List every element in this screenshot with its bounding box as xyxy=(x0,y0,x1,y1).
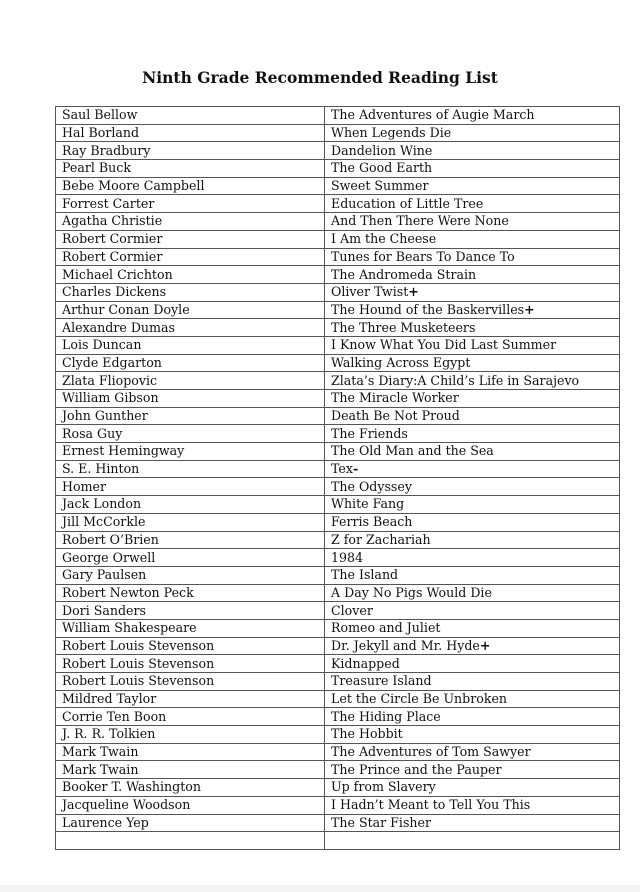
book-cell xyxy=(325,531,620,549)
book-title: Treasure Island xyxy=(331,673,432,689)
table-row xyxy=(56,248,620,266)
book-cell xyxy=(325,230,620,248)
book-title: Tunes for Bears To Dance To xyxy=(331,248,515,264)
table-row xyxy=(56,584,620,602)
author-cell: Robert Newton Peck xyxy=(56,584,325,602)
author-cell: Gary Paulsen xyxy=(56,566,325,584)
author-cell: Alexandre Dumas xyxy=(56,319,325,337)
author-cell: Mark Twain xyxy=(56,761,325,779)
table-row xyxy=(56,213,620,231)
book-cell xyxy=(325,726,620,744)
table-row xyxy=(56,531,620,549)
book-title: I Know What You Did Last Summer xyxy=(331,337,557,353)
author-cell: Mark Twain xyxy=(56,743,325,761)
table-row xyxy=(56,478,620,496)
book-title: Sweet Summer xyxy=(331,178,429,194)
book-cell xyxy=(325,743,620,761)
author-cell: Mildred Taylor xyxy=(56,690,325,708)
table-row xyxy=(56,708,620,726)
author-cell: John Gunther xyxy=(56,407,325,425)
table-row xyxy=(56,177,620,195)
table-row xyxy=(56,301,620,319)
author-cell: Saul Bellow xyxy=(56,107,325,125)
book-title: The Hiding Place xyxy=(331,708,441,724)
author-cell: Jacqueline Woodson xyxy=(56,796,325,814)
author-cell: Jack London xyxy=(56,496,325,514)
page-title: Ninth Grade Recommended Reading List xyxy=(142,68,498,87)
book-cell xyxy=(325,549,620,567)
table-row xyxy=(56,460,620,478)
book-title: The Odyssey xyxy=(331,478,412,494)
table-row xyxy=(56,655,620,673)
book-title: Up from Slavery xyxy=(331,779,436,795)
author-cell: Zlata Fliopovic xyxy=(56,372,325,390)
author-cell: Laurence Yep xyxy=(56,814,325,832)
book-cell xyxy=(325,195,620,213)
author-cell: Robert Cormier xyxy=(56,230,325,248)
author-cell: Robert Louis Stevenson xyxy=(56,655,325,673)
author-cell: Corrie Ten Boon xyxy=(56,708,325,726)
table-row xyxy=(56,407,620,425)
author-cell: Jill McCorkle xyxy=(56,513,325,531)
table-row xyxy=(56,283,620,301)
book-title: Ferris Beach xyxy=(331,514,413,530)
table-row xyxy=(56,230,620,248)
book-title: The Adventures of Tom Sawyer xyxy=(331,744,531,760)
book-title: When Legends Die xyxy=(331,125,452,141)
book-cell xyxy=(325,124,620,142)
book-mark: + xyxy=(524,301,535,317)
book-cell xyxy=(325,566,620,584)
book-cell xyxy=(325,266,620,284)
author-cell: Dori Sanders xyxy=(56,602,325,620)
book-title: A Day No Pigs Would Die xyxy=(331,584,492,600)
table-row xyxy=(56,779,620,797)
author-cell: J. R. R. Tolkien xyxy=(56,726,325,744)
table-row xyxy=(56,319,620,337)
book-cell xyxy=(325,425,620,443)
author-cell xyxy=(56,832,325,850)
table-row xyxy=(56,160,620,178)
book-title: Zlata’s Diary:A Child’s Life in Sarajevo xyxy=(331,372,580,388)
book-title: The Miracle Worker xyxy=(331,390,459,406)
book-title: The Old Man and the Sea xyxy=(331,443,494,459)
table-row xyxy=(56,354,620,372)
author-cell: Hal Borland xyxy=(56,124,325,142)
author-cell: Pearl Buck xyxy=(56,160,325,178)
book-title: Walking Across Egypt xyxy=(331,354,471,370)
table-row xyxy=(56,619,620,637)
book-cell xyxy=(325,779,620,797)
book-title: Death Be Not Proud xyxy=(331,408,460,424)
book-title: The Friends xyxy=(331,425,408,441)
book-title: And Then There Were None xyxy=(331,213,509,229)
book-title: Z for Zachariah xyxy=(331,531,431,547)
book-mark: + xyxy=(479,637,491,653)
table-row xyxy=(56,107,620,125)
reading-list-table xyxy=(55,106,620,850)
author-cell: Clyde Edgarton xyxy=(56,354,325,372)
book-cell xyxy=(325,390,620,408)
book-cell xyxy=(325,407,620,425)
book-cell xyxy=(325,319,620,337)
table-row xyxy=(56,142,620,160)
table-row xyxy=(56,761,620,779)
page-bottom-edge xyxy=(0,885,640,892)
book-cell xyxy=(325,513,620,531)
book-cell xyxy=(325,637,620,655)
book-title: The Island xyxy=(331,567,399,583)
book-cell xyxy=(325,761,620,779)
book-title: The Hobbit xyxy=(331,726,403,742)
book-cell xyxy=(325,478,620,496)
book-title: Clover xyxy=(331,602,373,618)
table-row xyxy=(56,796,620,814)
book-cell xyxy=(325,708,620,726)
table-row xyxy=(56,814,620,832)
book-cell xyxy=(325,655,620,673)
author-cell: Ernest Hemingway xyxy=(56,443,325,461)
table-row xyxy=(56,602,620,620)
table-row xyxy=(56,124,620,142)
author-cell: Forrest Carter xyxy=(56,195,325,213)
table-row xyxy=(56,690,620,708)
book-title: Dr. Jekyll and Mr. Hyde xyxy=(331,637,480,653)
book-cell xyxy=(325,690,620,708)
book-cell xyxy=(325,177,620,195)
table-row xyxy=(56,566,620,584)
table-row xyxy=(56,726,620,744)
book-cell xyxy=(325,460,620,478)
table-row xyxy=(56,743,620,761)
author-cell: Agatha Christie xyxy=(56,213,325,231)
author-cell: Lois Duncan xyxy=(56,336,325,354)
book-cell xyxy=(325,142,620,160)
book-cell xyxy=(325,301,620,319)
table-row xyxy=(56,496,620,514)
book-title: The Hound of the Baskervilles xyxy=(331,301,525,317)
table-row xyxy=(56,390,620,408)
author-cell: Robert Cormier xyxy=(56,248,325,266)
table-row xyxy=(56,336,620,354)
author-cell: William Shakespeare xyxy=(56,619,325,637)
book-cell xyxy=(325,336,620,354)
author-cell: Robert Louis Stevenson xyxy=(56,673,325,691)
book-mark: + xyxy=(408,284,419,300)
book-title: The Three Musketeers xyxy=(331,319,476,335)
book-title: The Prince and the Pauper xyxy=(331,761,502,777)
author-cell: George Orwell xyxy=(56,549,325,567)
book-title: The Good Earth xyxy=(331,160,433,176)
book-cell xyxy=(325,814,620,832)
author-cell: Bebe Moore Campbell xyxy=(56,177,325,195)
author-cell: Homer xyxy=(56,478,325,496)
book-cell xyxy=(325,372,620,390)
book-title: I Am the Cheese xyxy=(331,231,437,247)
book-cell xyxy=(325,673,620,691)
book-title: Tex xyxy=(331,461,353,477)
book-cell xyxy=(325,619,620,637)
author-cell: Rosa Guy xyxy=(56,425,325,443)
book-title: The Andromeda Strain xyxy=(331,266,477,282)
book-cell xyxy=(325,213,620,231)
author-cell: S. E. Hinton xyxy=(56,460,325,478)
book-title: The Star Fisher xyxy=(331,814,431,830)
book-cell xyxy=(325,283,620,301)
book-title: The Adventures of Augie March xyxy=(331,107,535,123)
book-title: I Hadn’t Meant to Tell You This xyxy=(331,797,531,813)
author-cell: Michael Crichton xyxy=(56,266,325,284)
book-cell xyxy=(325,496,620,514)
book-cell xyxy=(325,248,620,266)
book-title: Oliver Twist xyxy=(331,284,409,300)
table-row xyxy=(56,673,620,691)
book-title: Romeo and Juliet xyxy=(331,620,441,636)
book-cell xyxy=(325,584,620,602)
book-cell xyxy=(325,160,620,178)
table-row xyxy=(56,513,620,531)
book-title: Education of Little Tree xyxy=(331,195,484,211)
table-row xyxy=(56,443,620,461)
author-cell: Booker T. Washington xyxy=(56,779,325,797)
book-cell xyxy=(325,354,620,372)
table-row xyxy=(56,549,620,567)
author-cell: Robert Louis Stevenson xyxy=(56,637,325,655)
book-mark: - xyxy=(352,461,359,477)
author-cell: Robert O’Brien xyxy=(56,531,325,549)
author-cell: Charles Dickens xyxy=(56,283,325,301)
table-row xyxy=(56,372,620,390)
book-title: 1984 xyxy=(331,549,364,565)
author-cell: Arthur Conan Doyle xyxy=(56,301,325,319)
table-row xyxy=(56,195,620,213)
author-cell: William Gibson xyxy=(56,390,325,408)
book-cell xyxy=(325,107,620,125)
book-title: Dandelion Wine xyxy=(331,142,433,158)
book-cell xyxy=(325,832,620,850)
book-cell xyxy=(325,443,620,461)
author-cell: Ray Bradbury xyxy=(56,142,325,160)
book-cell xyxy=(325,796,620,814)
book-title: Let the Circle Be Unbroken xyxy=(331,691,508,707)
table-row xyxy=(56,266,620,284)
table-row xyxy=(56,832,620,850)
book-title: White Fang xyxy=(331,496,405,512)
table-row xyxy=(56,425,620,443)
book-cell xyxy=(325,602,620,620)
table-row xyxy=(56,637,620,655)
book-title: Kidnapped xyxy=(331,655,400,671)
